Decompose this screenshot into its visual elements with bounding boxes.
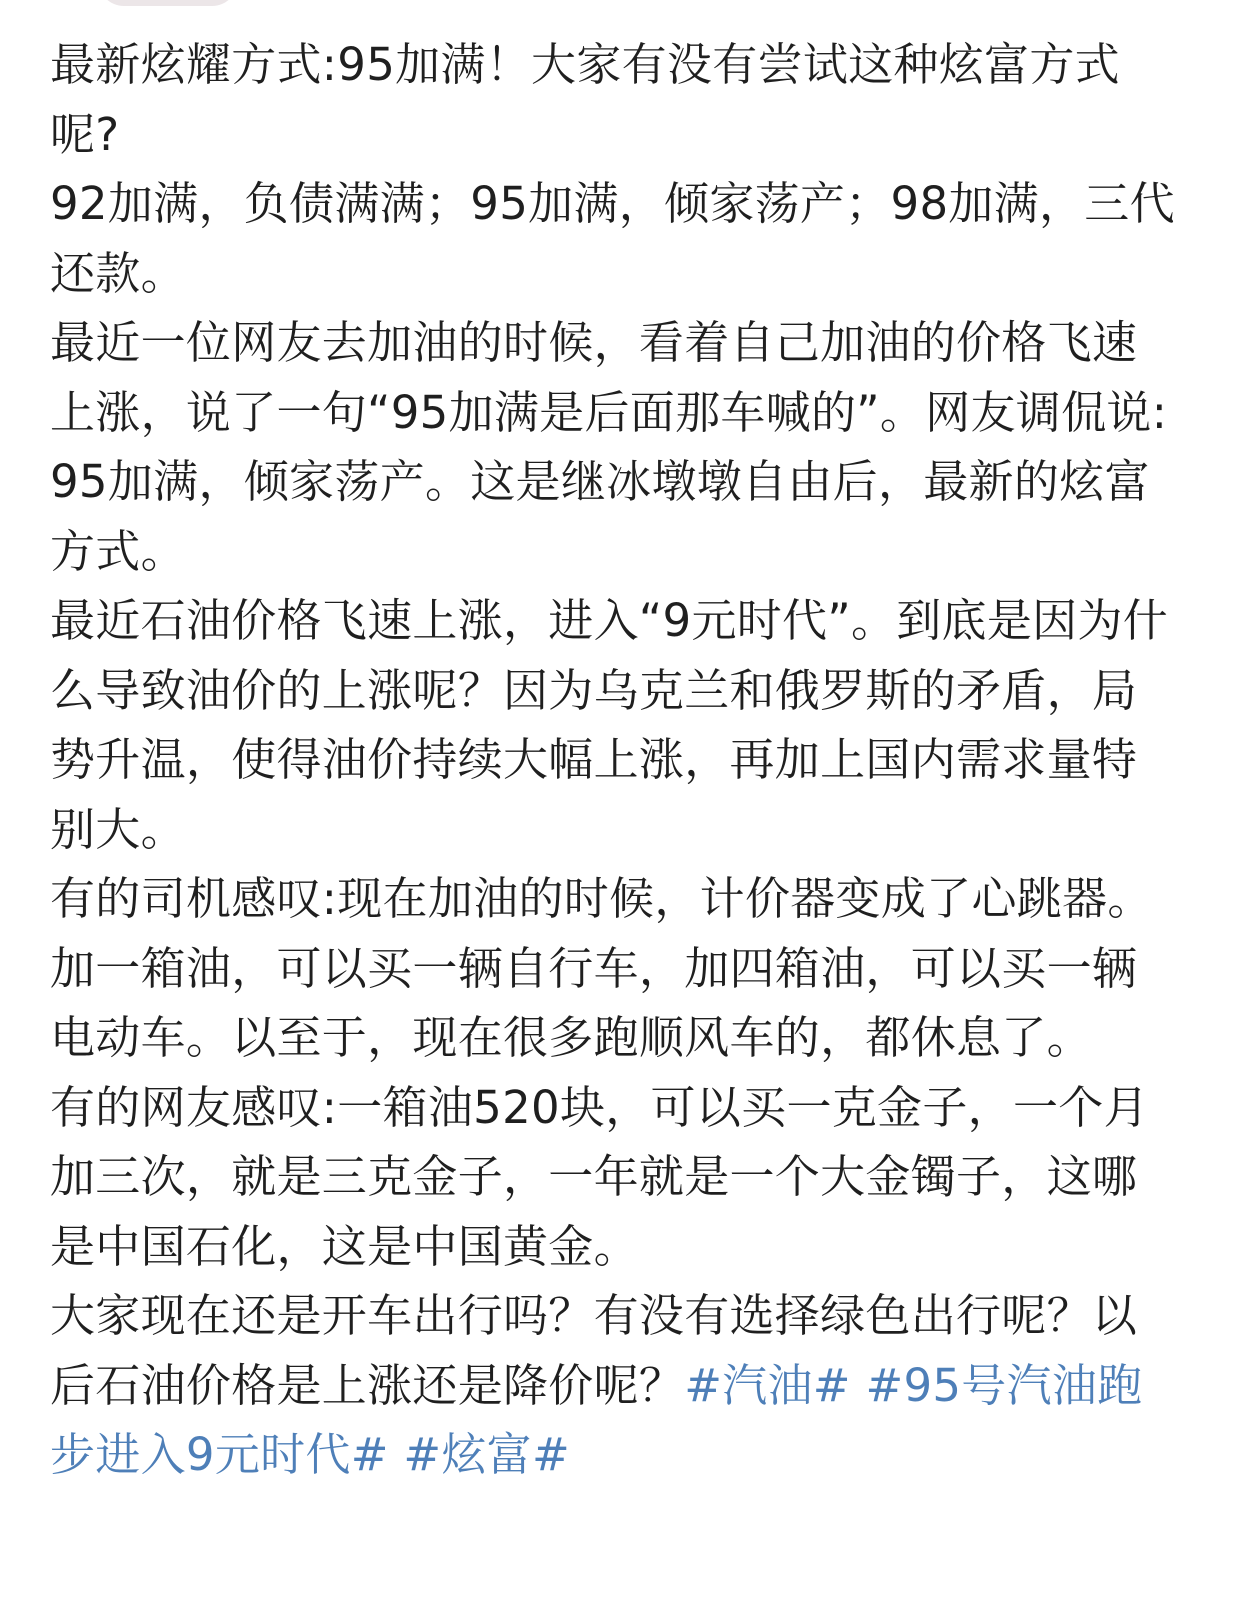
hashtag-link[interactable]: #炫富# (403, 1428, 570, 1481)
post-last-text: 大家现在还是开车出行吗？有没有选择绿色出行呢？以后石油价格是上涨还是降价呢？ (50, 1289, 1138, 1412)
avatar[interactable] (98, 0, 238, 6)
post-paragraph: 最新炫耀方式:95加满！大家有没有尝试这种炫富方式呢? (50, 38, 1120, 161)
post-paragraph: 最近一位网友去加油的时候，看着自己加油的价格飞速上涨，说了一句“95加满是后面那车喊的”。网友调侃说:95加满，倾家荡产。这是继冰墩墩自由后，最新的炫富方式。 (50, 316, 1168, 578)
post-paragraph: 92加满，负债满满；95加满，倾家荡产；98加满，三代还款。 (50, 177, 1175, 300)
post-paragraph-last (50, 1281, 1180, 1490)
hashtag-link[interactable]: #汽油# (684, 1358, 851, 1412)
post-paragraph: 最近石油价格飞速上涨，进入“9元时代”。到底是因为什么导致油价的上涨呢？因为乌克兰和俄罗斯的矛盾，局势升温，使得油价持续大幅上涨，再加上国内需求量特别大。 (50, 594, 1169, 856)
hashtag-link[interactable]: #95号汽油跑步进入9元时代# (50, 1358, 1143, 1481)
post-body (50, 30, 1180, 1490)
post-paragraph: 有的司机感叹:现在加油的时候，计价器变成了心跳器。加一箱油，可以买一辆自行车，加四箱油，可以买一辆电动车。以至于，现在很多跑顺风车的，都休息了。 (50, 872, 1153, 1064)
post-paragraph: 有的网友感叹:一箱油520块，可以买一克金子，一个月加三次，就是三克金子，一年就是一个大金镯子，这哪是中国石化，这是中国黄金。 (50, 1080, 1149, 1273)
